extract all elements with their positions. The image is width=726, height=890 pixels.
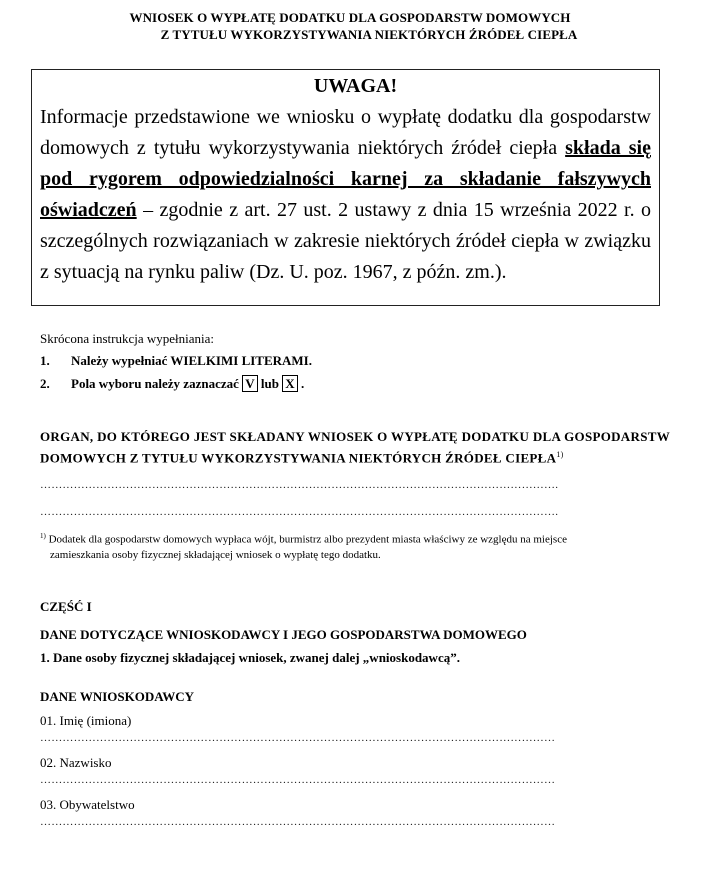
instructions [40,331,680,392]
warning-text-emphasis: składa się pod rygorem odpowiedzialności karnej za składanie fałszywych oświadczeń [40,137,651,221]
applicant-section [40,688,680,829]
checkbox-sample-v: V [242,375,258,392]
warning-heading: UWAGA! [313,75,398,97]
checkbox-sample-x: X [282,375,298,392]
warning-text [40,102,651,288]
instruction-end: . [300,375,305,391]
instruction-number: 2. [40,375,50,391]
organ-section [40,428,670,563]
instruction-text: Pola wyboru należy zaznaczać [71,375,239,391]
organ-input-line-2[interactable]: …………………………………………………………………………………………………………………………. [40,506,559,519]
part-1-section [40,598,680,666]
warning-box [31,69,660,306]
organ-heading-text: ORGAN, DO KTÓREGO JEST SKŁADANY WNIOSEK O WYPŁATĘ DODATKU DLA GOSPODARSTW DOMOWYCH Z TYTUŁU WYKORZYSTYWANIA NIEKTÓRYCH ŹRÓDEŁ CIEPŁA [40,429,670,466]
footnote-text-continued: zamieszkania osoby fizycznej składającej wniosek o wypłatę tego dodatku. [50,548,381,561]
warning-text-start: Informacje przedstawione we wniosku o wypłatę dodatku dla gospodarstw domowych z tytułu wykorzystywania niektórych źródeł ciepła [40,106,651,159]
first-name-field[interactable]: ………………………………………………………………………………………………………………………… [40,732,556,744]
document-title-line-2: Z TYTUŁU WYKORZYSTYWANIA NIEKTÓRYCH ŹRÓDEŁ CIEPŁA [160,27,578,42]
warning-text-end: – zgodnie z art. 27 ust. 2 ustawy z dnia 15 września 2022 r. o szczególnych rozwiązaniach w zakresie niektórych źródeł ciepła w związku z sytuacją na rynku paliw (Dz. U. poz. 1967, z późn. zm.). [40,199,651,283]
surname-label: 02. Nazwisko [40,755,112,770]
footnote-mark: 1) [40,532,46,541]
instruction-item-2 [40,375,680,392]
footnote-text: Dodatek dla gospodarstw domowych wypłaca wójt, burmistrz albo prezydent miasta właściwy ze względu na miejsce [45,533,567,546]
organ-input-line-1[interactable]: …………………………………………………………………………………………………………………………. [40,479,559,492]
citizenship-field[interactable]: ………………………………………………………………………………………………………………………… [40,816,556,828]
first-name-label: 01. Imię (imiona) [40,713,132,728]
part-title: CZĘŚĆ I [40,599,92,614]
part-subtitle: DANE DOTYCZĄCE WNIOSKODAWCY I JEGO GOSPODARSTWA DOMOWEGO [40,627,527,642]
footnote [40,529,672,563]
organ-heading [40,428,670,467]
document-title-line-1: WNIOSEK O WYPŁATĘ DODATKU DLA GOSPODARSTW DOMOWYCH [129,10,571,25]
applicant-heading: DANE WNIOSKODAWCY [40,689,194,704]
instruction-or: lub [260,375,279,391]
citizenship-label: 03. Obywatelstwo [40,797,135,812]
footnote-reference: 1) [556,450,564,459]
part-point-1: 1. Dane osoby fizycznej składającej wniosek, zwanej dalej „wnioskodawcą”. [40,650,460,665]
instruction-text: Należy wypełniać WIELKIMI LITERAMI. [71,353,312,368]
instructions-heading: Skrócona instrukcja wypełniania: [40,331,215,346]
document-title [0,9,700,43]
instruction-item-1 [40,353,680,369]
instruction-number: 1. [40,353,50,368]
surname-field[interactable]: ………………………………………………………………………………………………………………………… [40,774,556,786]
